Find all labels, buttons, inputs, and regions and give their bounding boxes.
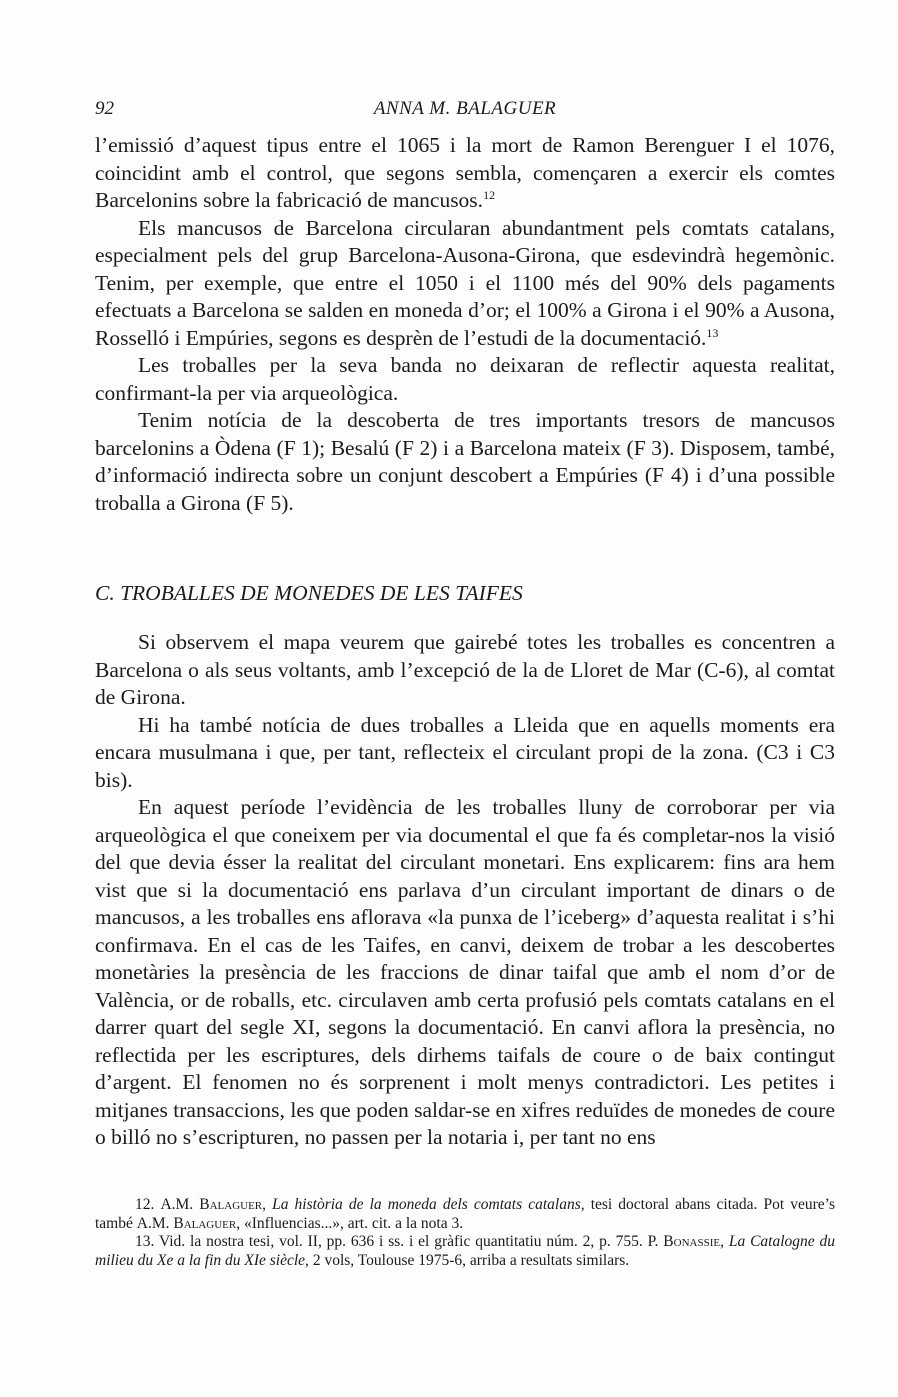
page-number: 92 [95,98,114,119]
paragraph: l’emissió d’aquest tipus entre el 1065 i la mort de Ramon Berenguer I el 1076, coincidint amb el control, que segons sembla, començaren a exercir els comtes Barcelonins sobre la fabricació de mancusos.$^{12}$ [95,133,835,212]
paragraph: Tenim notícia de la descoberta de tres importants tresors de mancusos barcelonins a Òdena (F 1); Besalú (F 2) i a Barcelona mateix (F 3). Disposem, també, d’informació indirecta sobre un conjunt descobert a Empúries (F 4) i d’una possible troballa a Girona (F 5). [95,408,835,515]
running-head-author: ANNA M. BALAGUER [373,98,557,119]
paragraph: Les troballes per la seva banda no deixaran de reflectir aquesta realitat, confirmant-la per via arqueològica. [95,353,835,405]
paragraph: Hi ha també notícia de dues troballes a Lleida que en aquells moments era encara musulmana i que, per tant, reflecteix el circulant propi de la zona. (C3 i C3 bis). [95,712,835,792]
paragraph: Si observem el mapa veurem que gairebé totes les troballes es concentren a Barcelona o als seus voltants, amb l’excepció de la de Lloret de Mar (C-6), al comtat de Girona. [95,630,835,709]
footnote-13: 13. Vid. la nostra tesi, vol. II, pp. 636 i ss. i el gràfic quantitatiu núm. 2, p. 755. P. Bonassie, La Catalogne du milieu du Xe a la fin du XIe siècle, 2 vols, Toulouse 1975-6, arriba a resultats similars. [95,1233,836,1269]
footnote-ref[interactable]: 13 [706,325,719,340]
running-header [95,98,835,132]
body-text [95,132,835,1152]
footnotes [95,1196,835,1270]
paragraph: Els mancusos de Barcelona circularan abundantment pels comtats catalans, especialment pels del grup Barcelona-Ausona-Girona, que esdevindrà hegemònic. Tenim, per exemple, que entre el 1050 i el 1100 més del 90% dels pagaments efectuats a Barcelona se salden en moneda d’or; el 100% a Girona i el 90% a Ausona, Rosselló i Empúries, segons es desprèn de l’estudi de la documentació.$^{13}$ [95,215,835,350]
footnote-ref[interactable]: 12 [483,187,496,202]
paragraph: En aquest període l’evidència de les troballes lluny de corroborar per via arqueològica el que coneixem per via documental el que fa és completar-nos la visió del que devia ésser la realitat del circulant monetari. Ens explicarem: fins ara hem vist que si la documentació ens parlava d’un circulant important de dinars o de mancusos, a les troballes ens aflorava «la punxa de l’iceberg» d’aquesta realitat i s’hi confirmava. En el cas de les Taifes, en canvi, deixem de trobar a les descobertes monetàries la presència de les fraccions de dinar taifal que amb el nom d’or de València, or de roballs, etc. circulaven amb certa profusió pels comtats catalans en el darrer quart del segle XI, segons la documentació. En canvi aflora la presència, no reflectida per les escriptures, dels dirhems taifals de coure o de baix contingut d’argent. El fenomen no és sorprenent i molt menys contradictori. Les petites i mitjanes transaccions, les que poden saldar-se en xifres reduïdes de monedes de coure o billó no s’escripturen, no passen per la notaria i, per tant no ens [95,795,835,1149]
footnote-12: 12. A.M. Balaguer, La història de la moneda dels comtats catalans, tesi doctoral abans citada. Pot veure’s també A.M. Balaguer, «Influencias...», art. cit. a la nota 3. [95,1196,835,1232]
page [95,98,835,1152]
section-title: C. TROBALLES DE MONEDES DE LES TAIFES [95,581,523,605]
